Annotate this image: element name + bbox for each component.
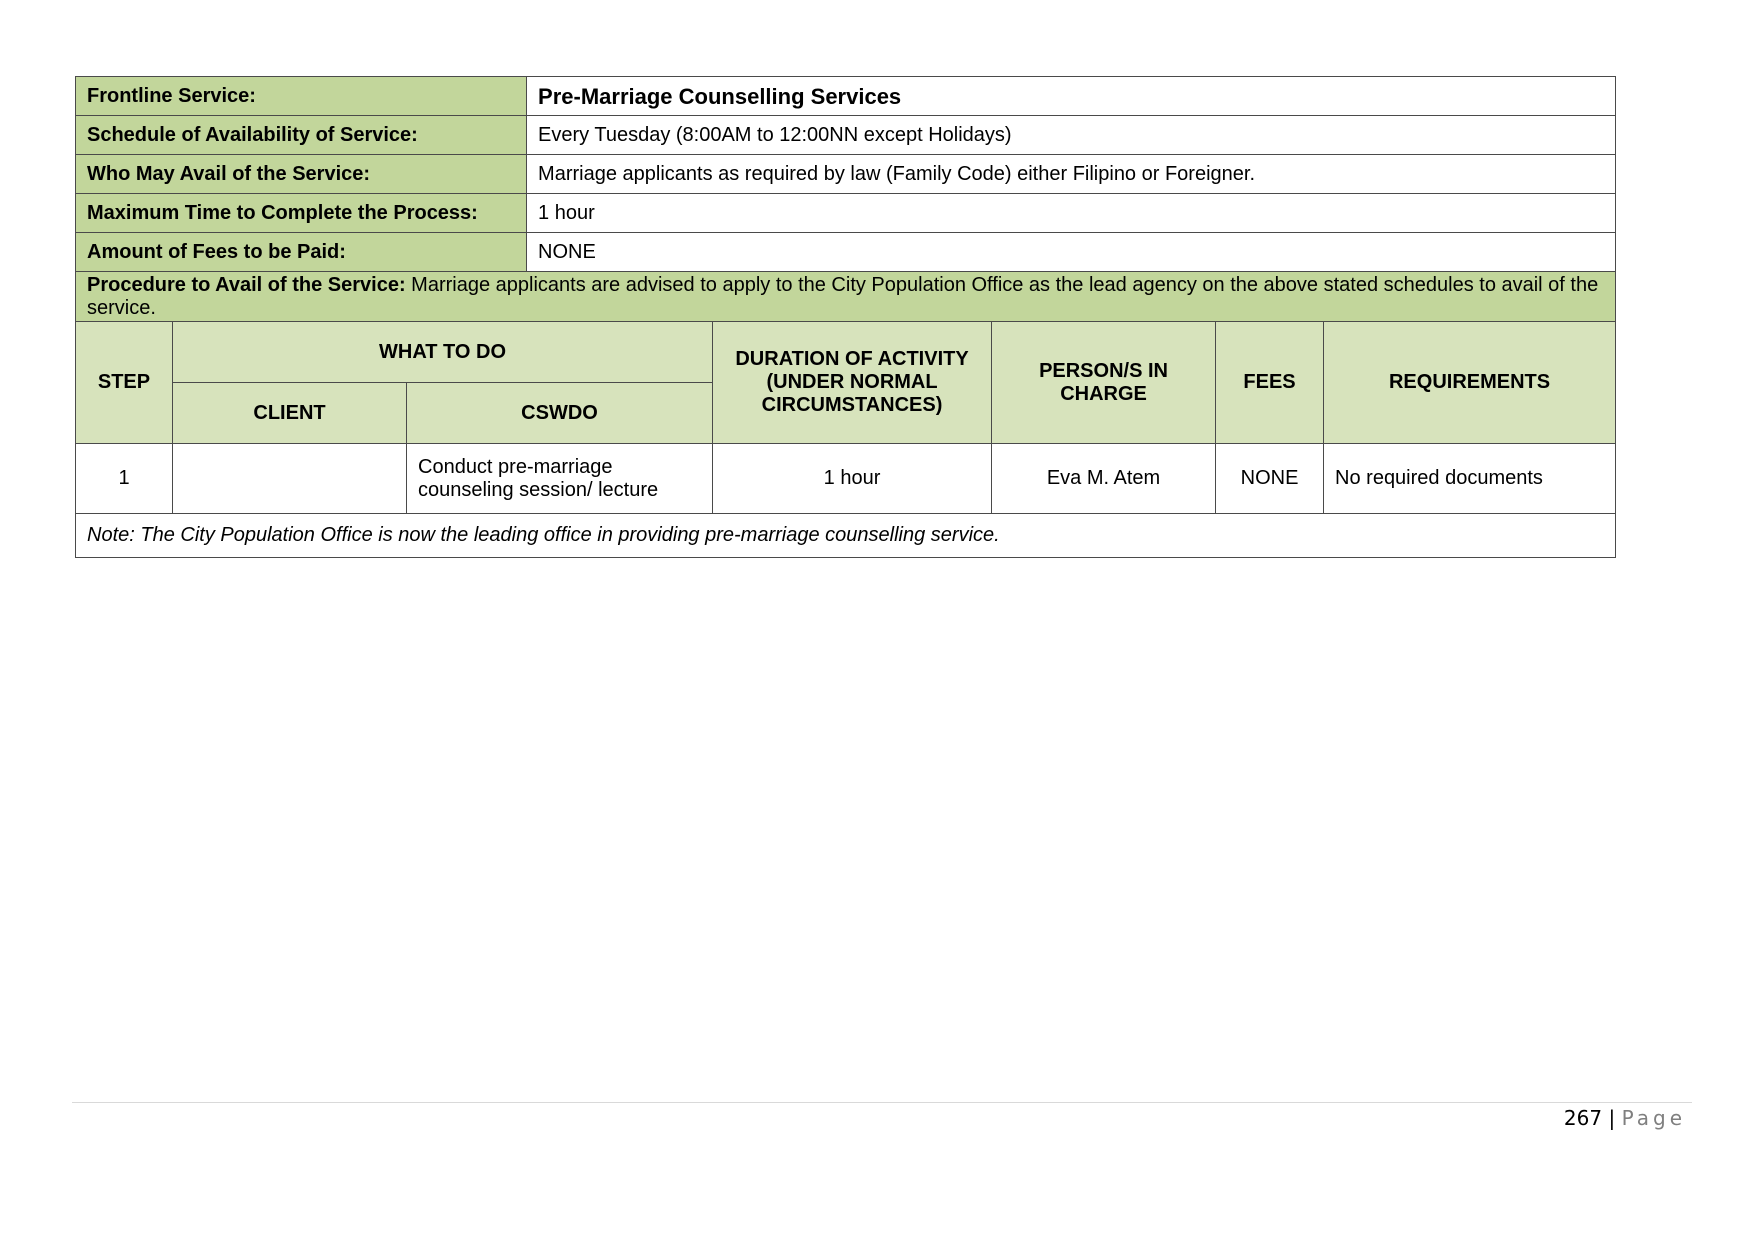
page-number-separator: | xyxy=(1608,1106,1616,1130)
procedure-label: Procedure to Avail of the Service: xyxy=(87,273,406,296)
footer-divider xyxy=(72,1102,1692,1103)
page-number-value: 267 xyxy=(1563,1106,1603,1130)
max-time-row xyxy=(76,194,1616,233)
header-step: STEP xyxy=(76,322,173,444)
header-persons-in-charge: PERSON/S IN CHARGE xyxy=(992,322,1216,444)
fees-row xyxy=(76,233,1616,272)
table-row xyxy=(76,444,1616,514)
step-number: 1 xyxy=(76,444,173,514)
procedure-row xyxy=(76,272,1616,322)
page-number xyxy=(1564,1106,1686,1130)
max-time-label: Maximum Time to Complete the Process: xyxy=(76,194,527,233)
page-word: Page xyxy=(1621,1106,1686,1130)
schedule-value: Every Tuesday (8:00AM to 12:00NN except Holidays) xyxy=(527,116,1616,155)
fees-label: Amount of Fees to be Paid: xyxy=(76,233,527,272)
frontline-service-value: Pre-Marriage Counselling Services xyxy=(527,77,1616,116)
max-time-value: 1 hour xyxy=(527,194,1616,233)
schedule-row xyxy=(76,116,1616,155)
procedure-cell xyxy=(76,272,1616,322)
frontline-service-row xyxy=(76,77,1616,116)
frontline-service-label: Frontline Service: xyxy=(76,77,527,116)
header-fees: FEES xyxy=(1216,322,1324,444)
cswdo-action: Conduct pre-marriage counseling session/ lecture xyxy=(407,444,713,514)
header-requirements: REQUIREMENTS xyxy=(1324,322,1616,444)
schedule-label: Schedule of Availability of Service: xyxy=(76,116,527,155)
procedure-text: Marriage applicants are advised to apply to the City Population Office as the lead agency on the above stated schedules to avail of the service. xyxy=(87,273,1599,319)
header-what-to-do: WHAT TO DO xyxy=(173,322,713,383)
who-may-avail-label: Who May Avail of the Service: xyxy=(76,155,527,194)
step-duration: 1 hour xyxy=(713,444,992,514)
header-duration: DURATION OF ACTIVITY (UNDER NORMAL CIRCUMSTANCES) xyxy=(713,322,992,444)
note-row xyxy=(76,514,1616,558)
fees-value: NONE xyxy=(527,233,1616,272)
citizen-charter-table xyxy=(75,76,1616,558)
step-fees: NONE xyxy=(1216,444,1324,514)
header-cswdo: CSWDO xyxy=(407,383,713,444)
step-requirements: No required documents xyxy=(1324,444,1616,514)
who-may-avail-value: Marriage applicants as required by law (Family Code) either Filipino or Foreigner. xyxy=(527,155,1616,194)
note-text: Note: The City Population Office is now the leading office in providing pre-marriage counselling service. xyxy=(76,514,1616,558)
header-client: CLIENT xyxy=(173,383,407,444)
client-action xyxy=(173,444,407,514)
who-may-avail-row xyxy=(76,155,1616,194)
header-row-top xyxy=(76,322,1616,383)
step-person-in-charge: Eva M. Atem xyxy=(992,444,1216,514)
